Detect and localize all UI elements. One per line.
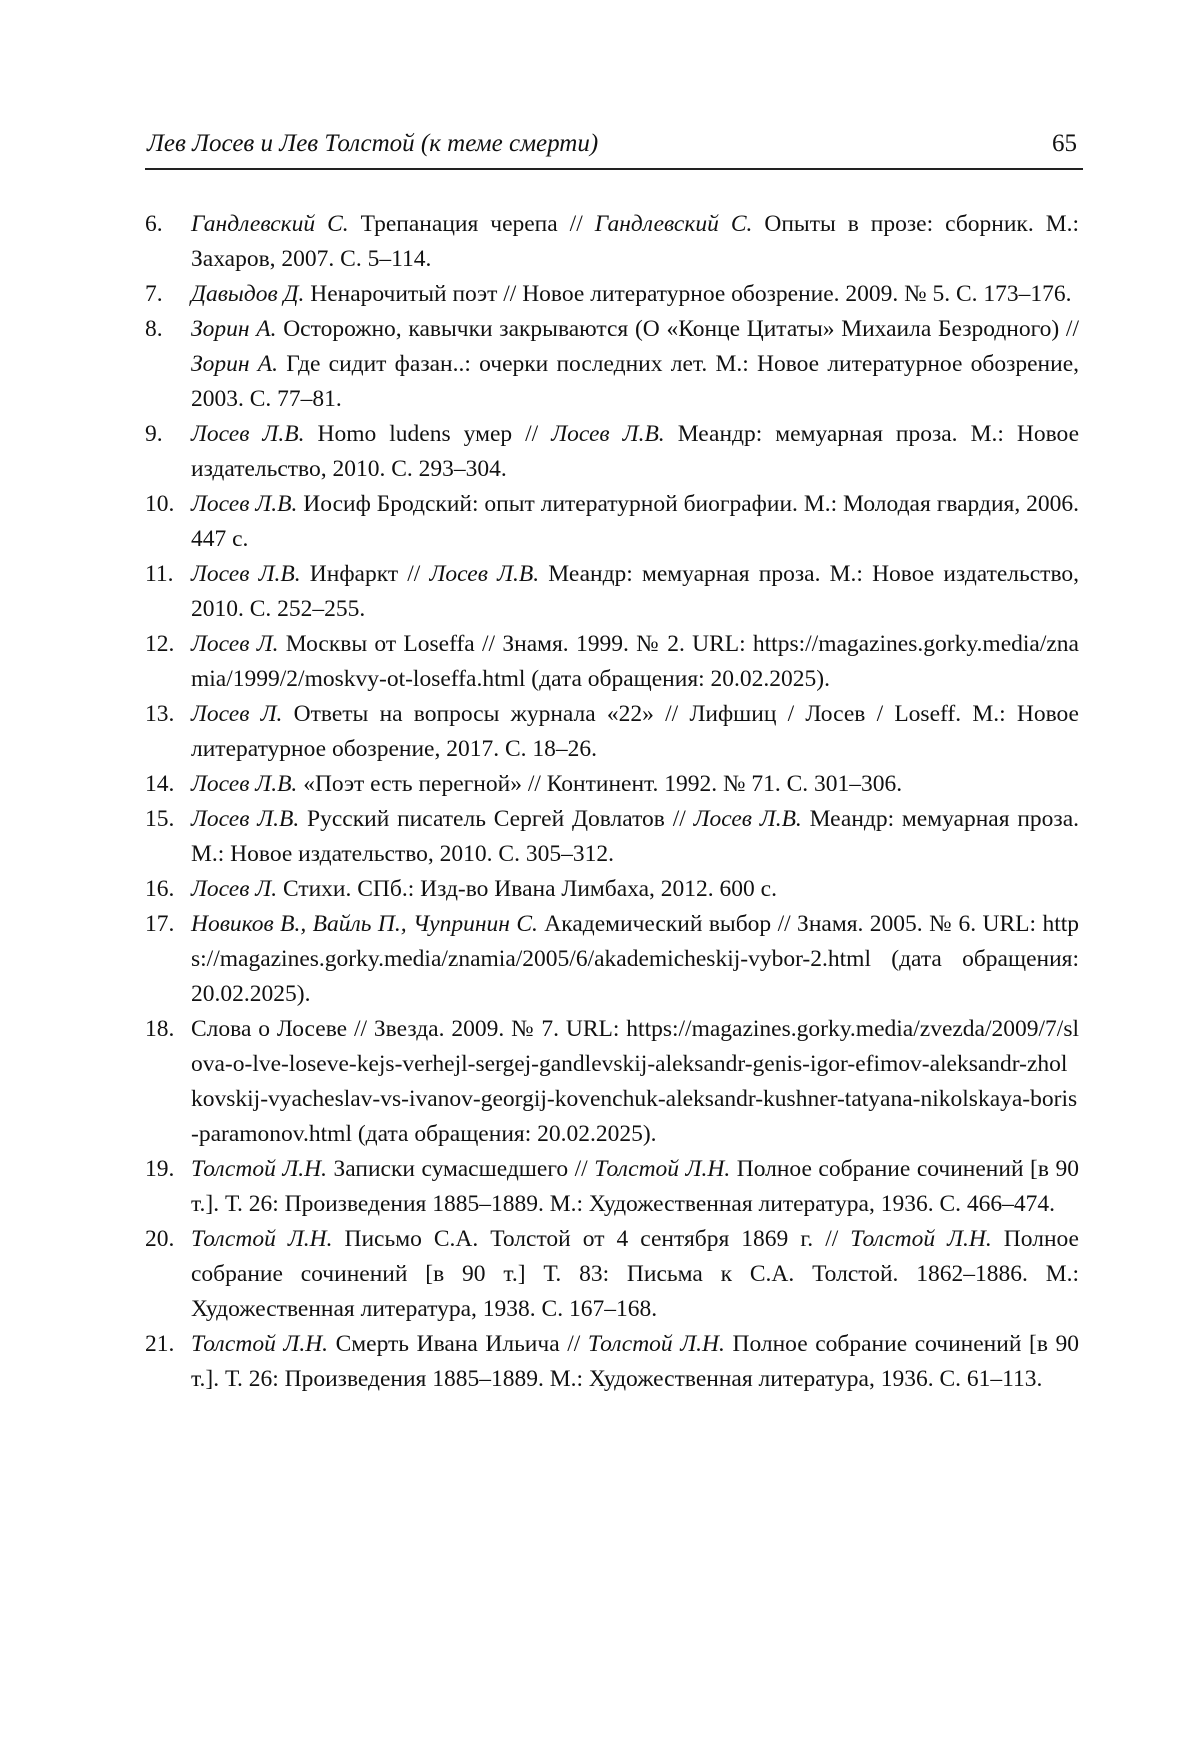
reference-author: Давыдов Д. bbox=[191, 281, 305, 307]
reference-text: Полное собрание сочинений [в 90 т.]. Т. 26: Произведения 1885–1889. М.: Художественная литература, 1936. С. 466–474. bbox=[191, 1156, 1079, 1217]
reference-number: 11. bbox=[145, 561, 174, 587]
reference-author: Лосев Л.В. bbox=[429, 561, 540, 587]
reference-author: Лосев Л.В. bbox=[191, 806, 300, 832]
reference-text: Стихи. СПб.: Изд-во Ивана Лимбаха, 2012. 600 с. bbox=[277, 876, 777, 902]
running-header bbox=[145, 128, 1083, 170]
reference-author: Толстой Л.Н. bbox=[191, 1331, 329, 1357]
reference-author: Лосев Л. bbox=[191, 876, 278, 902]
reference-text: Смерть Ивана Ильича // bbox=[328, 1331, 588, 1357]
reference-text: Инфаркт // bbox=[300, 561, 430, 587]
reference-item bbox=[145, 907, 1079, 1012]
reference-item bbox=[145, 557, 1079, 627]
reference-number: 20. bbox=[145, 1226, 175, 1252]
reference-number: 18. bbox=[145, 1016, 175, 1042]
reference-number: 17. bbox=[145, 911, 175, 937]
reference-number: 15. bbox=[145, 806, 175, 832]
reference-text: Письмо С.А. Толстой от 4 сентября 1869 г. // bbox=[332, 1226, 851, 1252]
reference-number: 13. bbox=[145, 701, 175, 727]
reference-text: «Поэт есть перегной» // Континент. 1992. № 71. С. 301–306. bbox=[297, 771, 903, 797]
reference-item bbox=[145, 1012, 1079, 1152]
reference-text: Homo ludens умер // bbox=[304, 421, 552, 447]
reference-author: Лосев Л.В. bbox=[191, 771, 298, 797]
reference-number: 14. bbox=[145, 771, 175, 797]
reference-author: Зорин А. bbox=[191, 351, 278, 377]
reference-number: 9. bbox=[145, 421, 163, 447]
reference-number: 19. bbox=[145, 1156, 175, 1182]
reference-author: Лосев Л.В. bbox=[191, 421, 305, 447]
reference-item bbox=[145, 697, 1079, 767]
reference-item bbox=[145, 872, 1079, 907]
reference-item bbox=[145, 627, 1079, 697]
reference-text: (дата обращения: 20.02.2025). bbox=[351, 1121, 657, 1147]
reference-item bbox=[145, 1152, 1079, 1222]
reference-item bbox=[145, 767, 1079, 802]
reference-author: Лосев Л.В. bbox=[191, 491, 298, 517]
reference-item bbox=[145, 277, 1079, 312]
reference-number: 8. bbox=[145, 316, 163, 342]
reference-item bbox=[145, 207, 1079, 277]
reference-number: 21. bbox=[145, 1331, 175, 1357]
reference-item bbox=[145, 487, 1079, 557]
reference-item bbox=[145, 802, 1079, 872]
reference-author: Новиков В., Вайль П., Чупринин С. bbox=[191, 911, 538, 937]
reference-author: Толстой Л.Н. bbox=[594, 1156, 731, 1182]
reference-text: Осторожно, кавычки закрываются (О «Конце Цитаты» Михаила Безродного) // bbox=[276, 316, 1079, 342]
reference-url-link[interactable]: https://magazines.gorky.media/znamia/2005/6/akademicheskij-vybor-2.html bbox=[191, 911, 1079, 972]
reference-text: Академический выбор // Знамя. 2005. № 6. URL: bbox=[537, 911, 1043, 937]
reference-number: 10. bbox=[145, 491, 175, 517]
reference-number: 7. bbox=[145, 281, 163, 307]
reference-text: Меандр: мемуарная проза. М.: Новое издательство, 2010. С. 305–312. bbox=[191, 806, 1080, 867]
reference-author: Гандлевский С. bbox=[191, 211, 349, 237]
reference-author: Толстой Л.Н. bbox=[587, 1331, 725, 1357]
reference-author: Лосев Л.В. bbox=[551, 421, 665, 447]
reference-number: 12. bbox=[145, 631, 175, 657]
reference-text: Ненарочитый поэт // Новое литературное обозрение. 2009. № 5. С. 173–176. bbox=[304, 281, 1072, 307]
reference-text: Меандр: мемуарная проза. М.: Новое издательство, 2010. С. 252–255. bbox=[191, 561, 1079, 622]
reference-text: Где сидит фазан..: очерки последних лет. М.: Новое литературное обозрение, 2003. С. 77–81. bbox=[191, 351, 1079, 412]
reference-author: Лосев Л. bbox=[191, 631, 279, 657]
reference-text: Меандр: мемуарная проза. М.: Новое издательство, 2010. С. 293–304. bbox=[191, 421, 1080, 482]
reference-text: Полное собрание сочинений [в 90 т.]. Т. 26: Произведения 1885–1889. М.: Художественная литература, 1936. С. 61–113. bbox=[191, 1331, 1079, 1392]
page-number: 65 bbox=[1052, 130, 1077, 157]
reference-author: Лосев Л.В. bbox=[693, 806, 802, 832]
reference-text: Опыты в прозе: сборник. М.: Захаров, 2007. С. 5–114. bbox=[191, 211, 1079, 272]
reference-text: Русский писатель Сергей Довлатов // bbox=[299, 806, 694, 832]
reference-url-link[interactable]: https://magazines.gorky.media/zvezda/2009/7/slova-o-lve-loseve-kejs-verhejl-sergej-gandlevskij-aleksandr-genis-igor-efimov-aleksandr-zholkovskij-vyacheslav-vs-ivanov-georgij-kovenchuk-aleksandr-kushner-tatyana-nikolskaya-boris-paramonov.html bbox=[191, 1016, 1079, 1147]
reference-text: Иосиф Бродский: опыт литературной биографии. М.: Молодая гвардия, 2006. 447 с. bbox=[191, 491, 1079, 552]
reference-text: Трепанация черепа // bbox=[348, 211, 595, 237]
reference-text: Полное собрание сочинений [в 90 т.] Т. 83: Письма к С.А. Толстой. 1862–1886. М.: Художественная литература, 1938. С. 167–168. bbox=[191, 1226, 1079, 1322]
reference-number: 16. bbox=[145, 876, 175, 902]
reference-item bbox=[145, 417, 1079, 487]
reference-number: 6. bbox=[145, 211, 163, 237]
reference-author: Зорин А. bbox=[191, 316, 277, 342]
reference-author: Толстой Л.Н. bbox=[191, 1226, 333, 1252]
reference-author: Лосев Л.В. bbox=[191, 561, 301, 587]
reference-item bbox=[145, 1222, 1079, 1327]
reference-author: Гандлевский С. bbox=[594, 211, 753, 237]
reference-text: Слова о Лосеве // Звезда. 2009. № 7. URL: bbox=[191, 1016, 627, 1042]
reference-text: Ответы на вопросы журнала «22» // Лифшиц / Лосев / Loseff. М.: Новое литературное обозрение, 2017. С. 18–26. bbox=[191, 701, 1079, 762]
reference-text: (дата обращения: 20.02.2025). bbox=[191, 946, 1079, 1007]
reference-text: Москвы от Loseffa // Знамя. 1999. № 2. URL: bbox=[278, 631, 753, 657]
reference-text: Записки сумасшедшего // bbox=[326, 1156, 595, 1182]
reference-author: Лосев Л. bbox=[191, 701, 283, 727]
running-title: Лев Лосев и Лев Толстой (к теме смерти) bbox=[147, 130, 599, 157]
reference-item bbox=[145, 312, 1079, 417]
reference-item bbox=[145, 1327, 1079, 1397]
reference-text: (дата обращения: 20.02.2025). bbox=[525, 666, 830, 692]
reference-url-link[interactable]: https://magazines.gorky.media/znamia/1999/2/moskvy-ot-loseffa.html bbox=[191, 631, 1079, 692]
reference-author: Толстой Л.Н. bbox=[850, 1226, 992, 1252]
reference-list bbox=[145, 207, 1079, 1397]
reference-author: Толстой Л.Н. bbox=[191, 1156, 327, 1182]
